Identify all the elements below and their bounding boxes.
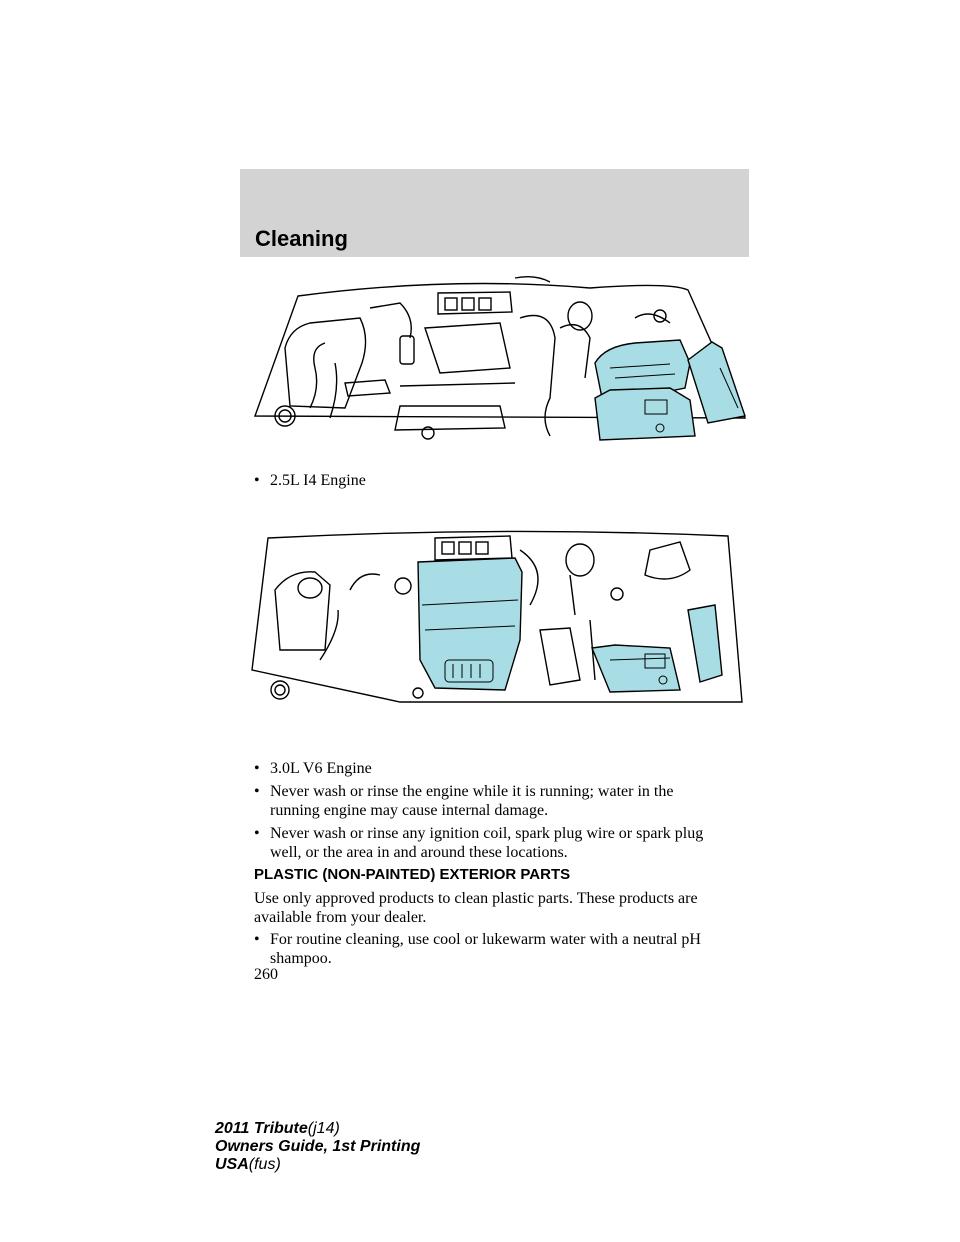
footer-model: 2011 Tribute [215, 1120, 308, 1137]
figure-caption-v6: 3.0L V6 Engine [270, 760, 372, 777]
footer-printing: Owners Guide, 1st Printing [215, 1138, 421, 1155]
figure-caption-i4: 2.5L I4 Engine [270, 472, 366, 489]
bullet-text-line: well, or the area in and around these locations. [270, 844, 568, 861]
bullet-text-line: Never wash or rinse the engine while it is running; water in the [270, 783, 674, 800]
bullet-text-line: Never wash or rinse any ignition coil, spark plug wire or spark plug [270, 825, 704, 842]
print-footer [215, 1120, 420, 1174]
page-number: 260 [254, 966, 278, 983]
bullet-text-line: running engine may cause internal damage. [270, 802, 549, 819]
engine-illustration-i4 [250, 268, 750, 448]
bullet-symbol: • [254, 931, 260, 948]
section-heading: PLASTIC (NON-PAINTED) EXTERIOR PARTS [254, 866, 571, 883]
footer-model-code: (j14) [307, 1120, 340, 1137]
paragraph-line: available from your dealer. [254, 909, 427, 926]
engine-illustration-v6 [250, 530, 750, 708]
bullet-symbol: • [254, 760, 260, 777]
bullet-text-line: shampoo. [270, 950, 332, 967]
bullet-symbol: • [254, 783, 260, 800]
section-title: Cleaning [255, 226, 348, 251]
bullet-symbol: • [254, 472, 260, 489]
bullet-symbol: • [254, 825, 260, 842]
footer-market-code: (fus) [248, 1156, 281, 1173]
bullet-text-line: For routine cleaning, use cool or lukewarm water with a neutral pH [270, 931, 701, 948]
paragraph-line: Use only approved products to clean plastic parts. These products are [254, 890, 698, 907]
footer-market: USA [215, 1156, 249, 1173]
